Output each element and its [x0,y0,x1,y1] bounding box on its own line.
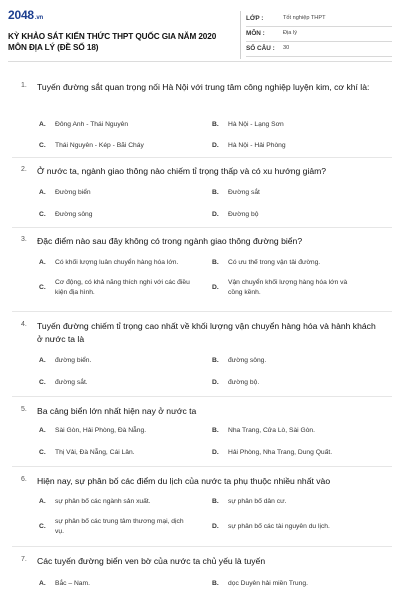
question-separator [12,396,392,397]
question-number: 6. [21,476,27,483]
question-number: 2. [21,166,27,173]
question-text: Ba cảng biển lớn nhất hiện nay ở nước ta [37,406,197,416]
question-number: 5. [21,406,27,413]
question-number: 3. [21,236,27,243]
question-text: Đặc điểm nào sau đây không có trong ngành giao thông đường biển? [37,236,303,246]
question-separator [12,311,392,312]
meta-class: LỚP : Tốt nghiệp THPT [246,12,392,27]
question-number: 4. [21,321,27,328]
question-number: 7. [21,556,27,563]
question-text: Ở nước ta, ngành giao thông nào chiếm tỉ trọng thấp và có xu hướng giảm? [37,166,327,176]
meta-subject: MÔN : Địa lý [246,27,392,42]
site-logo[interactable]: 2048.vn [8,8,43,22]
question-separator [12,157,392,158]
header-rule [8,61,392,62]
question-text: Tuyến đường chiếm tỉ trọng cao nhất về khối lượng vận chuyển hàng hóa và hành khách ở nước ta là [37,321,376,344]
header-divider [240,11,241,59]
exam-subtitle: MÔN ĐỊA LÝ (ĐỀ SỐ 18) [8,43,99,52]
exam-header [0,0,400,66]
question-separator [12,466,392,467]
question-text: Các tuyến đường biển ven bờ của nước ta chủ yếu là tuyến [37,556,266,566]
question-number: 1. [21,82,27,89]
exam-title: KỲ KHẢO SÁT KIẾN THỨC THPT QUỐC GIA NĂM 2020 [8,32,217,41]
question-separator [12,227,392,228]
question-separator [12,546,392,547]
question-text: Tuyến đường sắt quan trọng nối Hà Nội với trung tâm công nghiệp luyện kim, cơ khí là: [37,82,370,92]
question-text: Hiện nay, sự phân bố các điểm du lịch của nước ta phụ thuộc nhiều nhất vào [37,476,331,486]
meta-question-count: SỐ CÂU : 30 [246,42,392,57]
